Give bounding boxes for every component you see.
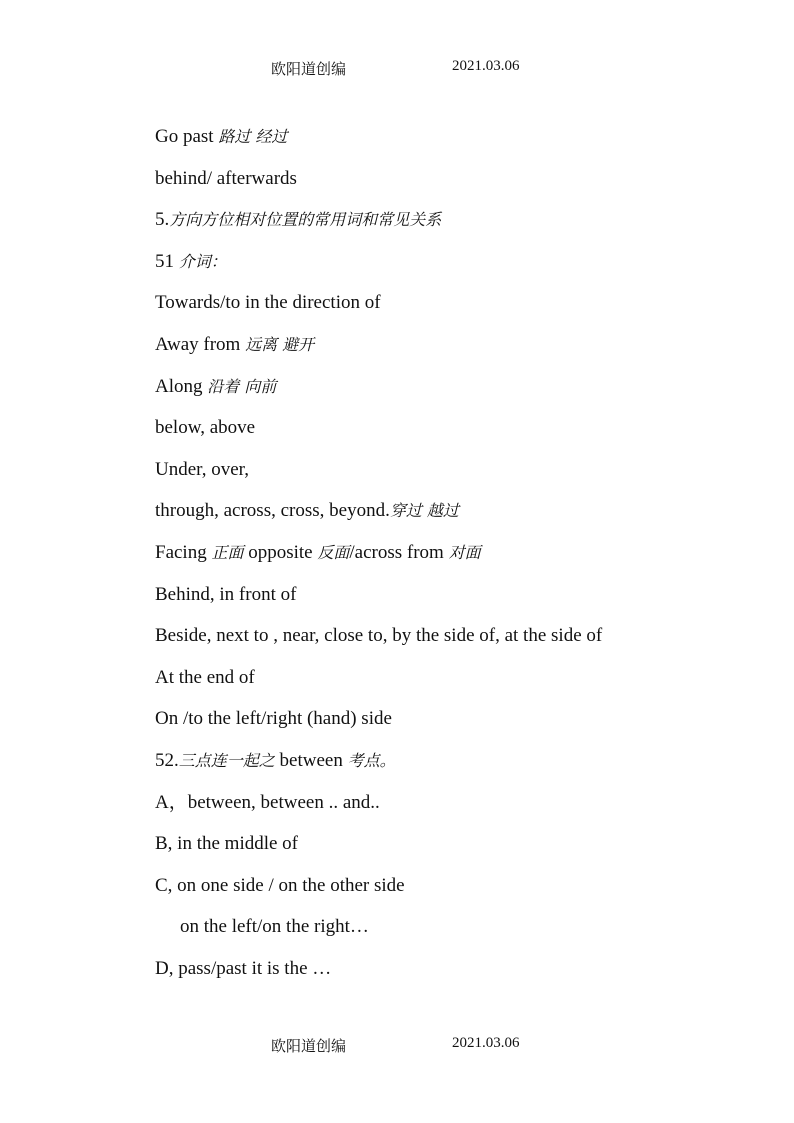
line-en: B, in the middle of [155,833,299,855]
line-cn: 介词： [178,251,227,271]
footer-author: 欧阳道创编 [271,1039,347,1055]
line-cn: 考点。 [347,750,396,770]
header-date: 2021.03.06 [452,58,520,74]
subsection-heading [155,748,755,790]
line-en: 52. [155,749,179,771]
line-cn: 正面 [211,542,244,562]
line-en: Along [155,375,208,397]
page-footer [0,1035,794,1059]
subsection-heading [155,249,755,291]
text-line [155,790,755,832]
section-heading [155,207,755,249]
line-en: behind/ afterwards [155,167,297,189]
line-cn: 远离 避开 [245,334,315,354]
text-line [155,665,755,707]
text-line [155,124,755,166]
text-line [155,498,755,540]
line-en: Go past [155,126,219,147]
line-cn: 三点连一起之 [178,750,275,770]
header-author: 欧阳道创编 [271,62,347,78]
line-en: C, on one side / on the other side [155,874,405,896]
text-line [155,623,755,665]
line-en: On /to the left/right (hand) side [155,708,392,730]
text-line [155,582,755,624]
line-cn: 沿着 向前 [207,376,277,396]
line-en: Under, over, [155,458,249,480]
line-cn: 穿过 越过 [389,501,459,521]
text-line [155,706,755,748]
page-header [0,58,794,82]
text-line-indented [155,914,755,956]
document-body [155,124,755,997]
line-cn: 反面 [317,542,350,562]
line-en: Away from [155,333,246,355]
line-en: Towards/to in the direction of [155,292,381,314]
text-line [155,540,755,582]
line-en: Behind, in front of [155,583,297,605]
text-line [155,873,755,915]
text-line [155,290,755,332]
line-en: D, pass/past it is the … [155,957,332,979]
text-line [155,415,755,457]
line-cn: 方向方位相对位置的常用词和常见关系 [169,210,442,230]
text-line [155,457,755,499]
line-en: /across from [349,541,449,563]
text-line [155,374,755,416]
line-en: through, across, cross, beyond. [155,500,390,522]
line-en: 5. [155,209,170,231]
line-cn: 对面 [448,542,481,562]
line-en: 51 [155,250,179,272]
line-en: opposite [243,541,318,563]
line-en: A，between, between .. and.. [155,791,380,813]
line-en: on the left/on the right… [180,916,369,938]
line-en: Facing [155,541,212,563]
line-en: between [274,749,348,771]
line-en: below, above [155,417,256,439]
footer-date: 2021.03.06 [452,1035,520,1051]
line-en: Beside, next to , near, close to, by the side of, at the side of [155,625,603,647]
line-en: At the end of [155,666,255,688]
text-line [155,332,755,374]
text-line [155,831,755,873]
line-cn: 路过 经过 [218,127,288,146]
text-line [155,166,755,208]
text-line [155,956,755,998]
